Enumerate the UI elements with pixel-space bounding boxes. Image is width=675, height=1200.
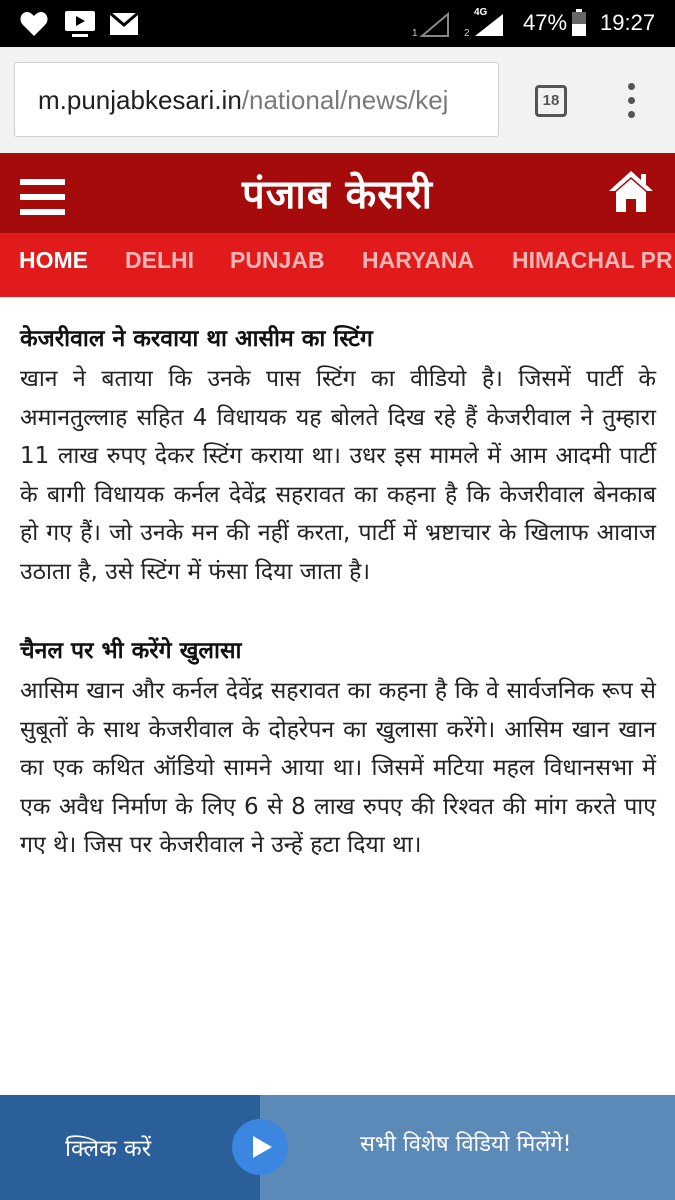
sim2-label: 2	[464, 28, 470, 39]
nav-haryana[interactable]: HARYANA	[362, 247, 475, 273]
signal-sim2-icon	[473, 12, 505, 42]
mail-icon	[109, 12, 139, 40]
article-paragraph-2: आसिम खान और कर्नल देवेंद्र सहरावत का कहना है कि वे सार्वजनिक रूप से सुबूतों के साथ केजरीवाल के दोहरेपन का खुलासा करेंगे। आसिम खान खान का एक कथित ऑडियो सामने आया था। जिसमें मटिया महल विधानसभा में एक अवैध निर्माण के लिए 6 से 8 लाख रुपए की रिश्वत की मांग करते पाए गए थे। जिस पर केजरीवाल ने उन्हें हटा दिया था।	[20, 678, 656, 858]
url-path: /national/news/kej	[241, 85, 449, 115]
site-logo[interactable]: पंजाब केसरी	[241, 172, 433, 218]
play-button[interactable]	[232, 1119, 288, 1175]
tab-switcher-button[interactable]: 18	[535, 85, 567, 117]
status-bar	[0, 0, 675, 47]
banner-right-panel[interactable]	[260, 1095, 675, 1200]
video-promo-banner[interactable]	[0, 1095, 675, 1200]
address-bar[interactable]	[14, 62, 499, 137]
article-body	[20, 318, 656, 865]
category-nav	[0, 233, 675, 297]
nav-punjab[interactable]: PUNJAB	[230, 247, 325, 273]
article-subheading-2: चैनल पर भी करेंगे खुलासा	[20, 638, 242, 664]
battery-icon	[571, 9, 587, 41]
home-icon[interactable]	[606, 168, 656, 218]
banner-left-panel[interactable]	[0, 1095, 260, 1200]
play-icon	[250, 1135, 274, 1159]
clock: 19:27	[600, 10, 656, 35]
battery-percentage: 47%	[523, 10, 568, 35]
signal-sim1-icon	[420, 12, 450, 42]
overflow-menu-icon[interactable]	[620, 83, 644, 119]
site-header	[0, 153, 675, 233]
url-domain: m.punjabkesari.in	[38, 85, 242, 115]
heart-icon	[20, 11, 48, 41]
article-paragraph-1: खान ने बताया कि उनके पास स्टिंग का वीडियो है। जिसमें पार्टी के अमानतुल्लाह सहित 4 विधायक यह बोलते दिख रहे हैं केजरीवाल ने तुम्हारा 11 लाख रुपए देकर स्टिंग कराया था। उधर इस मामले में आम आदमी पार्टी के बागी विधायक कर्नल देवेंद्र सहरावत का कहना है कि केजरीवाल बेनकाब हो गए हैं। जो उनके मन की नहीं करता, पार्टी में भ्रष्टाचार के खिलाफ आवाज उठाता है, उसे स्टिंग में फंसा दिया जाता है।	[20, 366, 656, 585]
banner-click-text: क्लिक करें	[65, 1136, 152, 1162]
network-type-label: 4G	[474, 7, 488, 18]
nav-delhi[interactable]: DELHI	[125, 247, 194, 273]
video-player-icon	[64, 10, 96, 42]
article-subheading-1: केजरीवाल ने करवाया था आसीम का स्टिंग	[20, 326, 373, 352]
browser-toolbar	[0, 47, 675, 153]
sim1-label: 1	[412, 28, 418, 39]
banner-promo-text: सभी विशेष विडियो मिलेंगे!	[360, 1132, 572, 1157]
nav-himachal[interactable]: HIMACHAL PR	[512, 247, 673, 273]
nav-home[interactable]: HOME	[19, 247, 88, 273]
